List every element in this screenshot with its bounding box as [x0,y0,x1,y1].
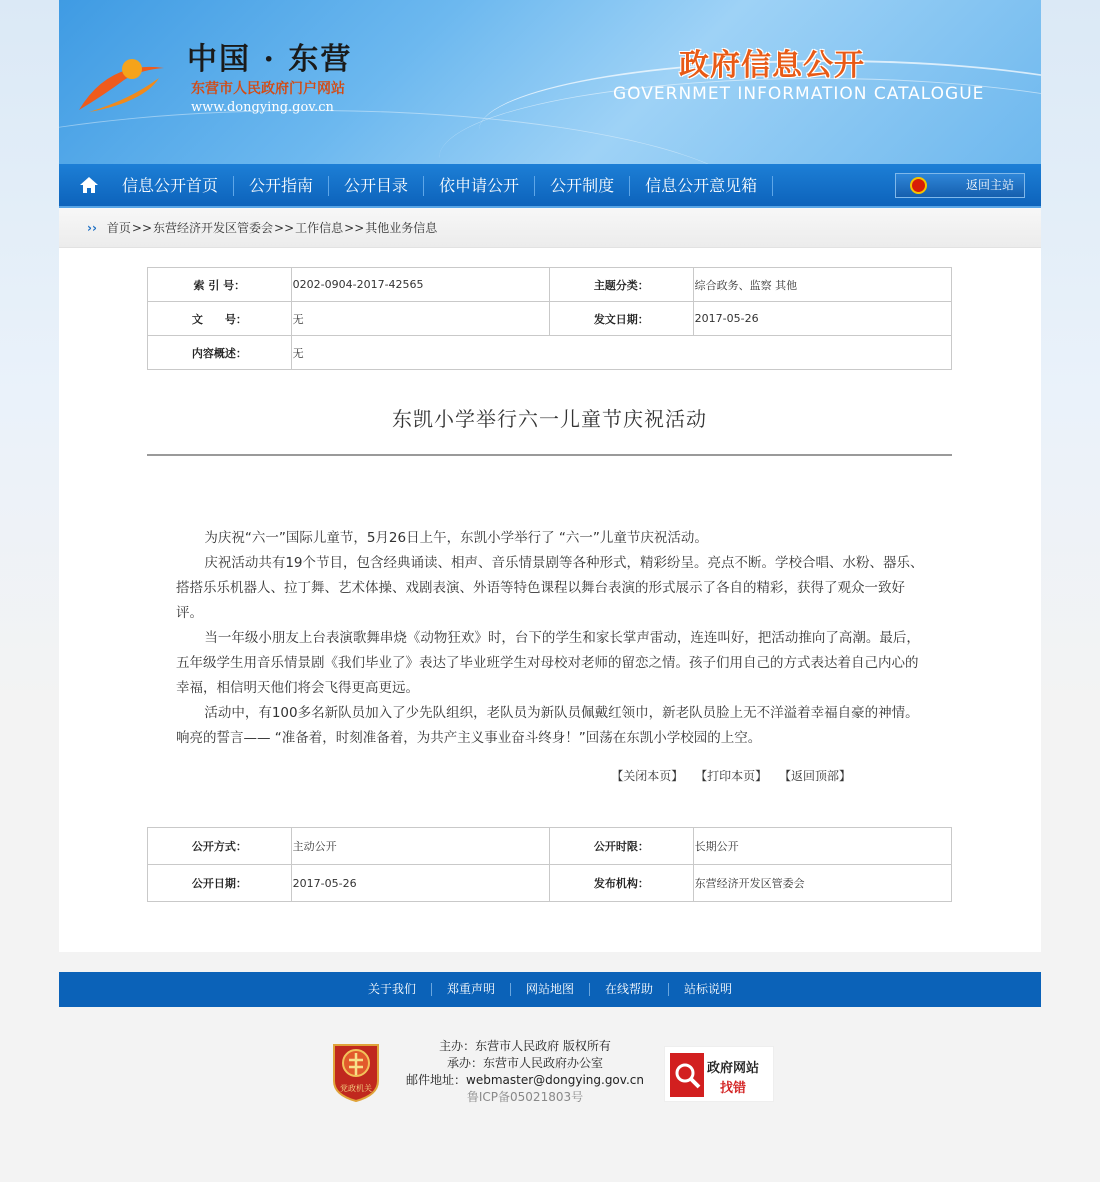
close-page-link[interactable]: 【关闭本页】 [611,769,684,783]
publishing-org-value: 东营经济开发区管委会 [693,865,951,902]
publishing-org-label: 发布机构： [550,865,694,902]
breadcrumb-other-info[interactable]: 其他业务信息 [365,221,438,235]
disclosure-mode-label: 公开方式： [148,828,292,865]
disclosure-mode-value: 主动公开 [291,828,549,865]
nav-item-feedback[interactable]: 信息公开意见箱 [630,176,773,196]
section-subtitle: GOVERNMET INFORMATION CATALOGUE [613,84,985,104]
footer-info [395,1038,655,1106]
return-main-site-button[interactable] [895,173,1025,198]
summary-label: 内容概述： [148,336,292,370]
back-to-top-link[interactable]: 【返回顶部】 [778,769,851,783]
footer-sponsor: 主办：东营市人民政府 版权所有 [439,1039,611,1053]
document-meta-table [147,267,952,370]
report-error-badge[interactable] [664,1046,774,1102]
home-icon[interactable] [79,176,99,194]
nav-item-request[interactable]: 依申请公开 [424,176,535,196]
table-row [148,336,952,370]
main-content [59,208,1041,952]
site-url: www.dongying.gov.cn [191,100,334,115]
svg-text:党政机关: 党政机关 [340,1084,372,1093]
footer-icp[interactable]: 鲁ICP备05021803号 [466,1090,584,1104]
report-error-line2: 找错 [720,1081,747,1096]
city-logo-icon [69,40,179,120]
article-body [176,526,924,751]
footer-link-about[interactable]: 关于我们 [353,983,432,996]
section-title: 政府信息公开 [679,48,865,83]
publish-date-value: 2017-05-26 [291,865,549,902]
table-row [148,865,952,902]
main-nav [59,164,1041,208]
topic-value: 综合政务、监察 其他 [693,268,951,302]
divider [147,454,952,456]
article-paragraph: 当一年级小朋友上台表演歌舞串烧《动物狂欢》时，台下的学生和家长掌声雷动，连连叫好，把活动推向了高潮。最后，五年级学生用音乐情景剧《我们毕业了》表达了毕业班学生对母校对老师的留恋之情。孩子们用自己的方式表达着自己内心的幸福，相信明天他们将会飞得更高更远。 [176,630,920,696]
breadcrumb-org[interactable]: 东营经济开发区管委会 [153,221,274,235]
print-page-link[interactable]: 【打印本页】 [695,769,768,783]
site-header [59,0,1041,164]
publish-date-label: 公开日期： [148,865,292,902]
nav-item-policy[interactable]: 公开制度 [535,176,630,196]
article-paragraph: 活动中，有100多名新队员加入了少先队组织，老队员为新队员佩戴红领巾，新老队员脸上无不洋溢着幸福自豪的神情。响亮的誓言—— “准备着，时刻准备着，为共产主义事业奋斗终身！”回荡在东凯小学校园的上空。 [176,705,919,746]
article-title: 东凯小学举行六一儿童节庆祝活动 [392,407,707,431]
magnifier-icon [670,1053,704,1097]
footer-link-logo-info[interactable]: 站标说明 [684,982,733,996]
site-title: 中国 · 东营 [187,42,353,77]
publication-meta-table [147,827,952,902]
footer-link-statement[interactable]: 郑重声明 [432,983,511,996]
footer-email: 邮件地址：webmaster@dongying.gov.cn [406,1073,644,1087]
nav-item-guide[interactable]: 公开指南 [234,176,329,196]
party-government-badge-icon[interactable] [330,1041,382,1103]
nav-item-catalog[interactable]: 公开目录 [329,176,424,196]
issue-date-value: 2017-05-26 [693,302,951,336]
breadcrumb-home[interactable]: 首页 [106,221,131,235]
table-row [148,302,952,336]
topic-label: 主题分类： [550,268,694,302]
nav-menu [107,164,773,208]
doc-number-value: 无 [291,302,549,336]
return-main-site-label: 返回主站 [966,178,1015,192]
footer-link-help[interactable]: 在线帮助 [590,983,669,996]
footer-nav [59,972,1041,1007]
national-emblem-icon [910,177,927,194]
breadcrumb: ›› 首页 >> 东营经济开发区管委会 >> 工作信息 >> 其他业务信息 [59,208,1041,248]
footer-organizer: 承办：东营市人民政府办公室 [446,1056,603,1070]
index-label: 索 引 号： [148,268,292,302]
footer-link-sitemap[interactable]: 网站地图 [511,983,590,996]
article-paragraph: 为庆祝“六一”国际儿童节，5月26日上午，东凯小学举行了 “六一”儿童节庆祝活动。 [204,530,708,546]
article-actions [603,767,851,784]
table-row [148,268,952,302]
disclosure-term-label: 公开时限： [550,828,694,865]
doc-number-label: 文 号： [148,302,292,336]
breadcrumb-arrow-icon: ›› [87,220,97,235]
report-error-line1: 政府网站 [707,1061,760,1076]
index-value: 0202-0904-2017-42565 [291,268,549,302]
summary-value: 无 [291,336,951,370]
table-row [148,828,952,865]
site-subtitle: 东营市人民政府门户网站 [191,81,345,97]
disclosure-term-value: 长期公开 [693,828,951,865]
nav-item-home[interactable]: 信息公开首页 [107,176,234,196]
article-paragraph: 庆祝活动共有19个节目，包含经典诵读、相声、音乐情景剧等各种形式，精彩纷呈。亮点不断。学校合唱、水粉、器乐、搭搭乐乐机器人、拉丁舞、艺术体操、戏剧表演、外语等特色课程以舞台表演的形式展示了各自的精彩，获得了观众一致好评。 [176,555,924,621]
issue-date-label: 发文日期： [550,302,694,336]
breadcrumb-work-info[interactable]: 工作信息 [295,221,344,235]
